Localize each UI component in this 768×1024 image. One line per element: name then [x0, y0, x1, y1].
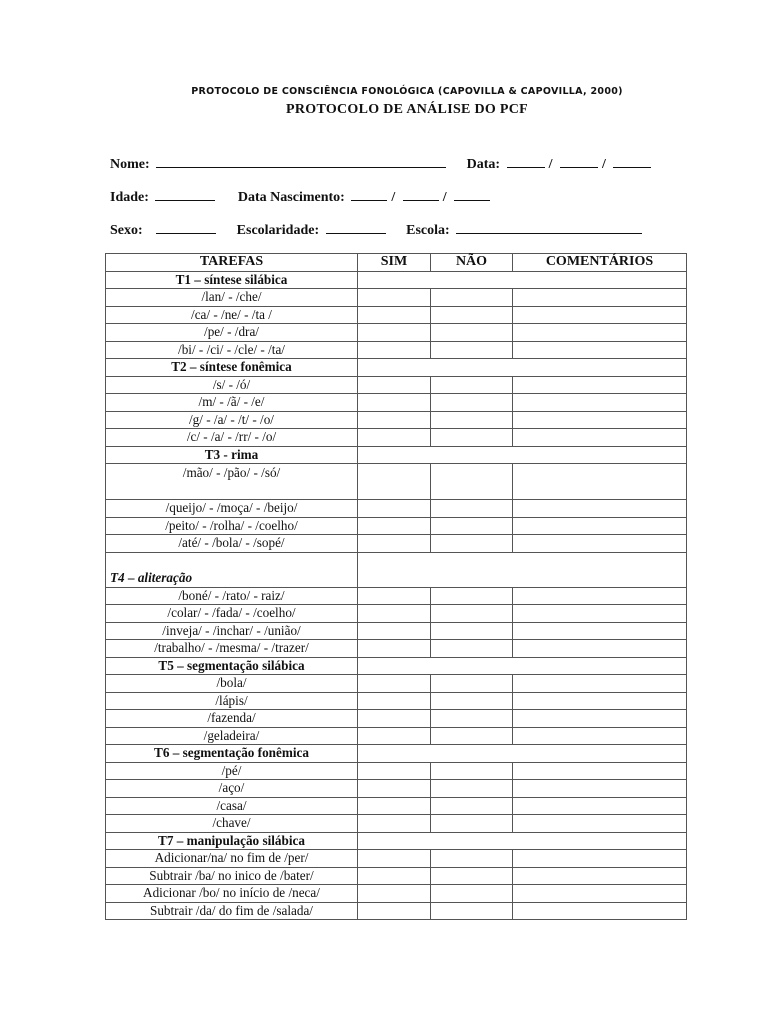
table-row — [106, 289, 687, 307]
section-title: T6 – segmentação fonêmica — [106, 745, 358, 763]
task-item: Subtrair /da/ do fim de /salada/ — [106, 902, 358, 920]
sim-cell[interactable] — [358, 622, 431, 640]
table-row — [106, 464, 687, 500]
nao-cell[interactable] — [431, 535, 513, 553]
slash: / — [442, 190, 447, 205]
nao-cell[interactable] — [431, 710, 513, 728]
sim-cell[interactable] — [358, 675, 431, 693]
nao-cell[interactable] — [431, 605, 513, 623]
comment-cell[interactable] — [513, 867, 687, 885]
table-row — [106, 902, 687, 920]
table-row — [106, 535, 687, 553]
nao-cell[interactable] — [431, 394, 513, 412]
sim-cell[interactable] — [358, 535, 431, 553]
sim-cell[interactable] — [358, 517, 431, 535]
analysis-title: PROTOCOLO DE ANÁLISE DO PCF — [286, 102, 528, 117]
nascimento-month-field[interactable] — [403, 187, 439, 201]
comment-cell[interactable] — [513, 306, 687, 324]
section-row — [106, 271, 687, 289]
task-item: /s/ - /ó/ — [106, 376, 358, 394]
task-item: /queijo/ - /moça/ - /beijo/ — [106, 500, 358, 518]
comment-cell[interactable] — [513, 464, 687, 500]
age-birth-row — [110, 187, 493, 206]
sim-cell[interactable] — [358, 762, 431, 780]
comment-cell[interactable] — [513, 289, 687, 307]
nao-cell[interactable] — [431, 867, 513, 885]
task-item: /ca/ - /ne/ - /ta / — [106, 306, 358, 324]
sim-cell[interactable] — [358, 429, 431, 447]
nao-cell[interactable] — [431, 500, 513, 518]
table-row — [106, 850, 687, 868]
section-row — [106, 832, 687, 850]
section-row — [106, 446, 687, 464]
header-row — [106, 254, 687, 272]
table-row — [106, 500, 687, 518]
sim-cell[interactable] — [358, 411, 431, 429]
comment-cell[interactable] — [513, 692, 687, 710]
section-blank-cell — [358, 552, 687, 587]
data-label: Data: — [466, 157, 501, 172]
nao-cell[interactable] — [431, 376, 513, 394]
comment-cell[interactable] — [513, 605, 687, 623]
table-row — [106, 394, 687, 412]
table-row — [106, 815, 687, 833]
section-blank-cell — [358, 745, 687, 763]
nao-cell[interactable] — [431, 797, 513, 815]
section-title: T1 – síntese silábica — [106, 271, 358, 289]
task-item: /lápis/ — [106, 692, 358, 710]
task-item: /geladeira/ — [106, 727, 358, 745]
section-title: T4 – aliteração — [106, 552, 358, 587]
col-nao-header: NÃO — [431, 254, 513, 272]
sim-cell[interactable] — [358, 640, 431, 658]
comment-cell[interactable] — [513, 376, 687, 394]
table-row — [106, 429, 687, 447]
table-row — [106, 675, 687, 693]
table-row — [106, 797, 687, 815]
table-row — [106, 692, 687, 710]
sim-cell[interactable] — [358, 394, 431, 412]
task-item: /inveja/ - /inchar/ - /união/ — [106, 622, 358, 640]
nao-cell[interactable] — [431, 902, 513, 920]
comment-cell[interactable] — [513, 500, 687, 518]
comment-cell[interactable] — [513, 411, 687, 429]
nao-cell[interactable] — [431, 306, 513, 324]
comment-cell[interactable] — [513, 429, 687, 447]
comment-cell[interactable] — [513, 797, 687, 815]
task-item: /até/ - /bola/ - /sopé/ — [106, 535, 358, 553]
col-tarefas-header: TAREFAS — [106, 254, 358, 272]
task-item: /chave/ — [106, 815, 358, 833]
data-year-field[interactable] — [613, 154, 651, 168]
comment-cell[interactable] — [513, 587, 687, 605]
slash: / — [548, 157, 553, 172]
task-item: /lan/ - /che/ — [106, 289, 358, 307]
nao-cell[interactable] — [431, 464, 513, 500]
sim-cell[interactable] — [358, 727, 431, 745]
nao-cell[interactable] — [431, 727, 513, 745]
nascimento-year-field[interactable] — [454, 187, 490, 201]
sim-cell[interactable] — [358, 587, 431, 605]
table-row — [106, 867, 687, 885]
nascimento-day-field[interactable] — [351, 187, 387, 201]
sim-cell[interactable] — [358, 464, 431, 500]
nao-cell[interactable] — [431, 341, 513, 359]
task-item: /bola/ — [106, 675, 358, 693]
table-row — [106, 780, 687, 798]
task-item: /c/ - /a/ - /rr/ - /o/ — [106, 429, 358, 447]
comment-cell[interactable] — [513, 762, 687, 780]
task-item: /m/ - /ã/ - /e/ — [106, 394, 358, 412]
comment-cell[interactable] — [513, 885, 687, 903]
comment-cell[interactable] — [513, 341, 687, 359]
comment-cell[interactable] — [513, 850, 687, 868]
escola-field[interactable] — [456, 220, 642, 234]
section-row — [106, 359, 687, 377]
section-blank-cell — [358, 832, 687, 850]
task-item: /g/ - /a/ - /t/ - /o/ — [106, 411, 358, 429]
sex-school-row — [110, 220, 645, 239]
section-blank-cell — [358, 657, 687, 675]
section-row — [106, 657, 687, 675]
nao-cell[interactable] — [431, 815, 513, 833]
task-item: /peito/ - /rolha/ - /coelho/ — [106, 517, 358, 535]
sexo-label: Sexo: — [110, 223, 143, 238]
section-title: T3 - rima — [106, 446, 358, 464]
escolaridade-label: Escolaridade: — [236, 223, 320, 238]
tasks-table — [105, 253, 687, 920]
sim-cell[interactable] — [358, 306, 431, 324]
nao-cell[interactable] — [431, 885, 513, 903]
name-date-row — [110, 154, 654, 173]
section-blank-cell — [358, 446, 687, 464]
table-row — [106, 376, 687, 394]
sim-cell[interactable] — [358, 324, 431, 342]
nao-cell[interactable] — [431, 517, 513, 535]
sim-cell[interactable] — [358, 850, 431, 868]
comment-cell[interactable] — [513, 394, 687, 412]
task-item: /pé/ — [106, 762, 358, 780]
data-day-field[interactable] — [507, 154, 545, 168]
nao-cell[interactable] — [431, 411, 513, 429]
section-blank-cell — [358, 359, 687, 377]
section-row — [106, 745, 687, 763]
section-title: T7 – manipulação silábica — [106, 832, 358, 850]
task-item: /mão/ - /pão/ - /só/ — [106, 464, 358, 500]
table-row — [106, 622, 687, 640]
task-item: /pe/ - /dra/ — [106, 324, 358, 342]
col-comentarios-header: COMENTÁRIOS — [513, 254, 687, 272]
comment-cell[interactable] — [513, 902, 687, 920]
data-month-field[interactable] — [560, 154, 598, 168]
table-row — [106, 727, 687, 745]
table-row — [106, 341, 687, 359]
slash: / — [391, 190, 396, 205]
sim-cell[interactable] — [358, 867, 431, 885]
section-title: T2 – síntese fonêmica — [106, 359, 358, 377]
nao-cell[interactable] — [431, 429, 513, 447]
table-row — [106, 605, 687, 623]
sim-cell[interactable] — [358, 289, 431, 307]
sim-cell[interactable] — [358, 376, 431, 394]
section-blank-cell — [358, 271, 687, 289]
sim-cell[interactable] — [358, 710, 431, 728]
task-item: Adicionar /bo/ no início de /neca/ — [106, 885, 358, 903]
table-row — [106, 885, 687, 903]
task-item: Adicionar/na/ no fim de /per/ — [106, 850, 358, 868]
table-row — [106, 411, 687, 429]
task-item: Subtrair /ba/ no inico de /bater/ — [106, 867, 358, 885]
data-nascimento-label: Data Nascimento: — [237, 190, 345, 205]
sim-cell[interactable] — [358, 605, 431, 623]
table-row — [106, 710, 687, 728]
sim-cell[interactable] — [358, 692, 431, 710]
comment-cell[interactable] — [513, 324, 687, 342]
nao-cell[interactable] — [431, 780, 513, 798]
nao-cell[interactable] — [431, 640, 513, 658]
nao-cell[interactable] — [431, 850, 513, 868]
nome-field[interactable] — [156, 154, 446, 168]
nome-label: Nome: — [110, 157, 150, 172]
task-item: /trabalho/ - /mesma/ - /trazer/ — [106, 640, 358, 658]
section-title: T5 – segmentação silábica — [106, 657, 358, 675]
table-row — [106, 762, 687, 780]
escolaridade-field[interactable] — [326, 220, 386, 234]
table-row — [106, 640, 687, 658]
sim-cell[interactable] — [358, 500, 431, 518]
nao-cell[interactable] — [431, 675, 513, 693]
sim-cell[interactable] — [358, 341, 431, 359]
table-row — [106, 517, 687, 535]
idade-label: Idade: — [110, 190, 149, 205]
sim-cell[interactable] — [358, 797, 431, 815]
comment-cell[interactable] — [513, 675, 687, 693]
task-item: /casa/ — [106, 797, 358, 815]
table-row — [106, 587, 687, 605]
comment-cell[interactable] — [513, 780, 687, 798]
comment-cell[interactable] — [513, 815, 687, 833]
protocol-title: PROTOCOLO DE CONSCIÊNCIA FONOLÓGICA (CAPOVILLA & CAPOVILLA, 2000) — [191, 86, 623, 97]
col-sim-header: SIM — [358, 254, 431, 272]
comment-cell[interactable] — [513, 622, 687, 640]
sim-cell[interactable] — [358, 885, 431, 903]
table-row — [106, 306, 687, 324]
table-row — [106, 324, 687, 342]
slash: / — [601, 157, 606, 172]
idade-field[interactable] — [155, 187, 215, 201]
nao-cell[interactable] — [431, 587, 513, 605]
nao-cell[interactable] — [431, 324, 513, 342]
task-item: /boné/ - /rato/ - raiz/ — [106, 587, 358, 605]
sexo-field[interactable] — [156, 220, 216, 234]
sim-cell[interactable] — [358, 780, 431, 798]
task-item: /aço/ — [106, 780, 358, 798]
comment-cell[interactable] — [513, 517, 687, 535]
task-item: /fazenda/ — [106, 710, 358, 728]
nao-cell[interactable] — [431, 692, 513, 710]
comment-cell[interactable] — [513, 710, 687, 728]
sim-cell[interactable] — [358, 902, 431, 920]
section-row — [106, 552, 687, 587]
nao-cell[interactable] — [431, 289, 513, 307]
comment-cell[interactable] — [513, 640, 687, 658]
comment-cell[interactable] — [513, 535, 687, 553]
task-item: /colar/ - /fada/ - /coelho/ — [106, 605, 358, 623]
task-item: /bi/ - /ci/ - /cle/ - /ta/ — [106, 341, 358, 359]
comment-cell[interactable] — [513, 727, 687, 745]
sim-cell[interactable] — [358, 815, 431, 833]
nao-cell[interactable] — [431, 622, 513, 640]
nao-cell[interactable] — [431, 762, 513, 780]
escola-label: Escola: — [406, 223, 450, 238]
